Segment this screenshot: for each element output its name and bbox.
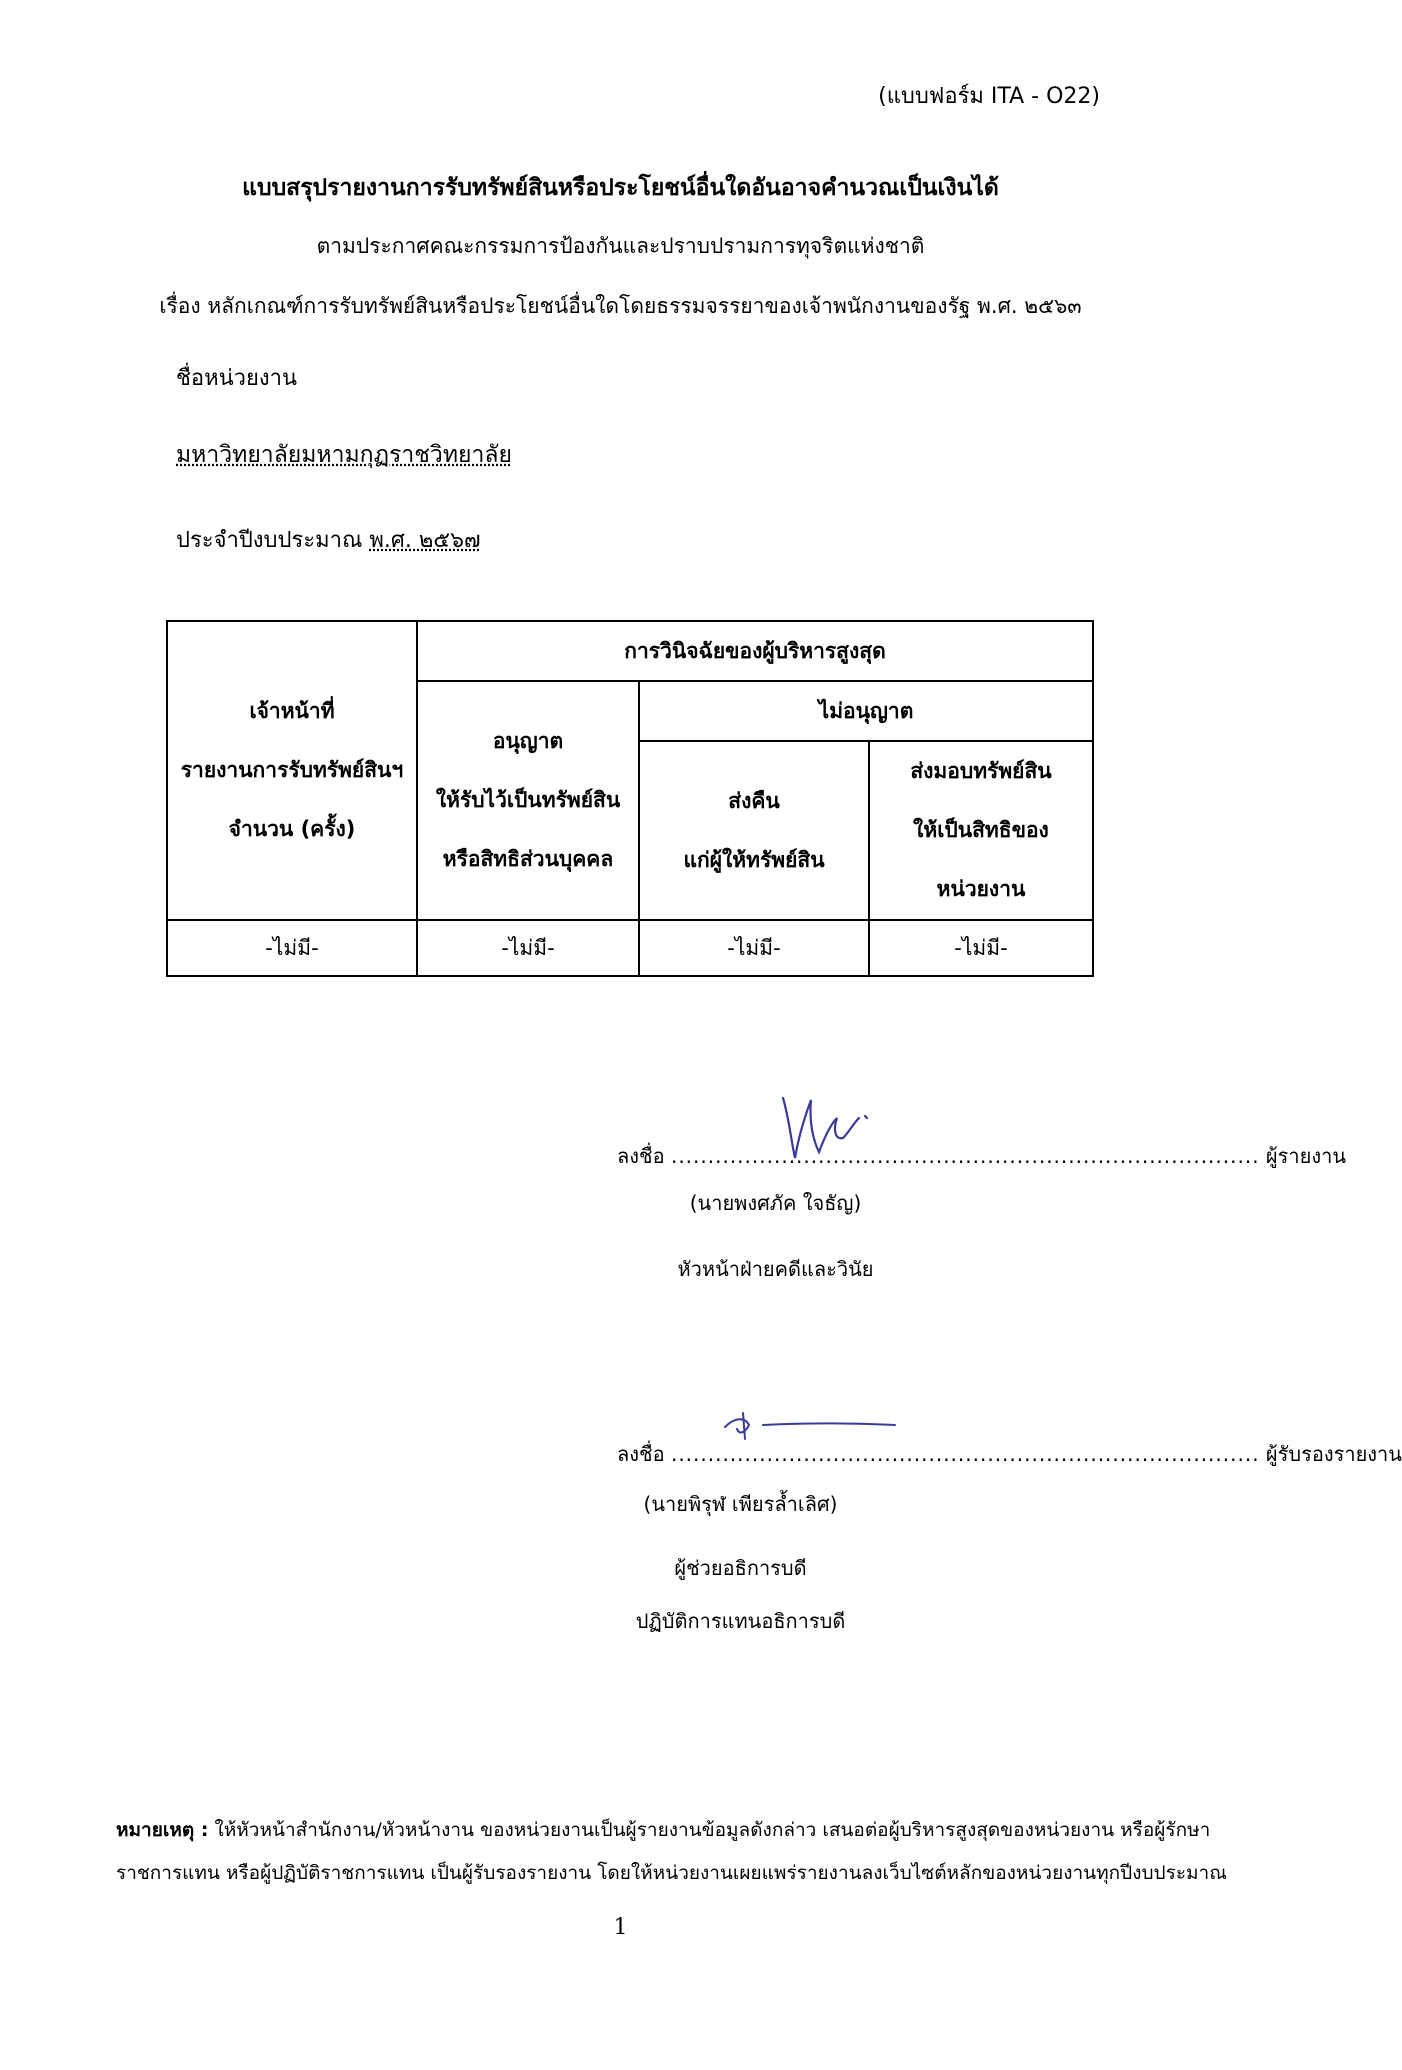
agency-label: ชื่อหน่วยงาน <box>176 366 298 391</box>
signature-2-position-1: ผู้ช่วยอธิการบดี <box>674 1556 807 1580</box>
table-cell-allow: -ไม่มี- <box>417 920 639 976</box>
signature-1-line: ลงชื่อ ................................................................................ ผู้รายงาน <box>617 1144 1346 1168</box>
note-label: หมายเหตุ : <box>116 1819 209 1841</box>
agency-name: มหาวิทยาลัยมหามกุฏราชวิทยาลัย <box>176 442 512 468</box>
fiscal-year <box>176 522 481 557</box>
return-header-cell: ส่งคืน แก่ผู้ให้ทรัพย์สิน <box>639 741 869 920</box>
deny-header-cell: ไม่อนุญาต <box>639 681 1093 741</box>
subtitle-subject: เรื่อง หลักเกณฑ์การรับทรัพย์สินหรือประโยชน์อื่นใดโดยธรรมจรรยาของเจ้าพนักงานของรัฐ พ.ศ. ๒๕๖๓ <box>159 294 1082 318</box>
table-cell-deliver: -ไม่มี- <box>869 920 1093 976</box>
subtitle-announcement: ตามประกาศคณะกรรมการป้องกันและปราบปรามการทุจริตแห่งชาติ <box>316 234 925 258</box>
note-text-1: ให้หัวหน้าสำนักงาน/หัวหน้างาน ของหน่วยงานเป็นผู้รายงานข้อมูลดังกล่าว เสนอต่อผู้บริหารสูงสุดของหน่วยงาน หรือผู้รักษา <box>214 1819 1211 1841</box>
signature-2-position-2: ปฏิบัติการแทนอธิการบดี <box>635 1609 846 1633</box>
table-cell-officer-count: -ไม่มี- <box>167 920 417 976</box>
note-line-1 <box>116 1815 1210 1845</box>
page-number: 1 <box>613 1915 628 1940</box>
report-table <box>166 620 1094 977</box>
officer-header-cell: เจ้าหน้าที่ รายงานการรับทรัพย์สินฯ จำนวน (ครั้ง) <box>167 621 417 920</box>
signature-1-position: หัวหน้าฝ่ายคดีและวินัย <box>677 1257 874 1281</box>
note-line-2: ราชการแทน หรือผู้ปฏิบัติราชการแทน เป็นผู้รับรองรายงาน โดยให้หน่วยงานเผยแพร่รายงานลงเว็บไซต์หลักของหน่วยงานทุกปีงบประมาณ <box>116 1862 1227 1884</box>
allow-header-cell: อนุญาต ให้รับไว้เป็นทรัพย์สิน หรือสิทธิส่วนบุคคล <box>417 681 639 920</box>
deliver-header-cell: ส่งมอบทรัพย์สิน ให้เป็นสิทธิของ หน่วยงาน <box>869 741 1093 920</box>
form-code: (แบบฟอร์ม ITA - O22) <box>878 84 1100 109</box>
signature-2-name: (นายพิรุฬ เพียรล้ำเลิศ) <box>643 1492 838 1516</box>
fiscal-year-label: ประจำปีงบประมาณ <box>176 528 363 553</box>
document-title: แบบสรุปรายงานการรับทรัพย์สินหรือประโยชน์อื่นใดอันอาจคำนวณเป็นเงินได้ <box>242 175 999 201</box>
signature-2-line: ลงชื่อ ................................................................................ ผู้รับรองรายงาน <box>617 1442 1402 1466</box>
signature-1-name: (นายพงศภัค ใจธัญ) <box>689 1191 862 1215</box>
table-cell-return: -ไม่มี- <box>639 920 869 976</box>
fiscal-year-value: พ.ศ. ๒๕๖๗ <box>369 528 481 553</box>
decision-header-cell: การวินิจฉัยของผู้บริหารสูงสุด <box>417 621 1093 681</box>
